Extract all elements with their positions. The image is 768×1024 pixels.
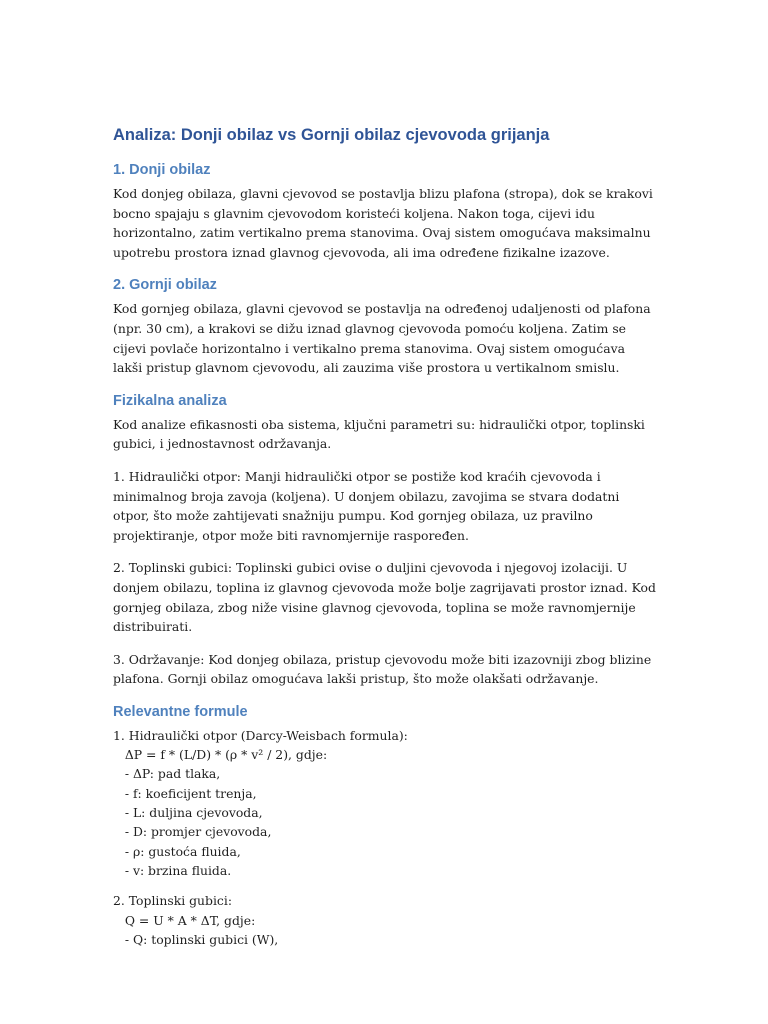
formula-line: 1. Hidraulički otpor (Darcy-Weisbach formula):: [113, 727, 408, 743]
formula-line: ΔP = f * (L/D) * (ρ * v² / 2), gdje:: [113, 747, 328, 763]
paragraph-gornji-obilaz: Kod gornjeg obilaza, glavni cjevovod se postavlja na određenoj udaljenosti od plafona (npr. 30 cm), a krakovi se dižu iznad glavnog cjevovoda pomoću koljena. Zatim se cijevi povlače horizontalno i vertikalno prema stanovima. Ovaj sistem omogućava lakši pristup glavnom cjevovodu, ali zauzima više prostora u vertikalnom smislu.: [113, 301, 651, 376]
paragraph-donji-obilaz: Kod donjeg obilaza, glavni cjevovod se postavlja blizu plafona (stropa), dok se krakovi bocno spajaju s glavnim cjevovodom koristeći koljena. Nakon toga, cijevi idu horizontalno, zatim vertikalno prema stanovima. Ovaj sistem omogućava maksimalnu upotrebu prostora iznad glavnog cjevovoda, ali ima određene fizikalne izazove.: [113, 186, 653, 260]
formula-line: - f: koeficijent trenja,: [113, 785, 257, 801]
heading-fizikalna-analiza: Fizikalna analiza: [113, 392, 227, 409]
formula-line: - Q: toplinski gubici (W),: [113, 931, 279, 947]
formula-line: - ρ: gustoća fluida,: [113, 843, 241, 859]
heading-donji-obilaz: 1. Donji obilaz: [113, 162, 211, 178]
paragraph-fizikalna-intro: Kod analize efikasnosti oba sistema, ključni parametri su: hidraulički otpor, toplinski gubici, i jednostavnost održavanja.: [113, 416, 645, 452]
paragraph-odrzavanje: 3. Održavanje: Kod donjeg obilaza, pristup cjevovodu može biti izazovniji zbog blizine plafona. Gornji obilaz omogućava lakši pristup, što može olakšati održavanje.: [113, 651, 652, 687]
formula-line: 2. Toplinski gubici:: [113, 893, 233, 909]
document-title: Analiza: Donji obilaz vs Gornji obilaz cjevovoda grijanja: [113, 126, 550, 144]
formula-line: - ΔP: pad tlaka,: [113, 766, 221, 782]
paragraph-toplinski-gubici: 2. Toplinski gubici: Toplinski gubici ovise o duljini cjevovoda i njegovoj izolaciji. U donjem obilazu, toplina iz glavnog cjevovoda može bolje zagrijavati prostor iznad. Kod gornjeg obilaza, zbog niže visine glavnog cjevovoda, toplina se može ravnomjernije distribuirati.: [113, 560, 656, 635]
document-page: [113, 124, 658, 960]
heading-relevantne-formule: Relevantne formule: [113, 703, 248, 720]
formula-line: - L: duljina cjevovoda,: [113, 805, 263, 821]
formula-line: - v: brzina fluida.: [113, 862, 232, 878]
formula-line: - D: promjer cjevovoda,: [113, 824, 272, 840]
paragraph-hidraulicki-otpor: 1. Hidraulički otpor: Manji hidraulički otpor se postiže kod kraćih cjevovoda i minimalnog broja zavoja (koljena). U donjem obilazu, zavojima se stvara dodatni otpor, što može zahtijevati snažniju pumpu. Kod gornjeg obilaza, uz pravilno projektiranje, otpor može biti ravnomjernije raspoređen.: [113, 468, 620, 543]
formula-block-hidraulicki: [113, 726, 658, 880]
heading-gornji-obilaz: 2. Gornji obilaz: [113, 277, 217, 294]
formula-block-toplinski: [113, 891, 658, 949]
formula-line: Q = U * A * ΔT, gdje:: [113, 912, 256, 928]
